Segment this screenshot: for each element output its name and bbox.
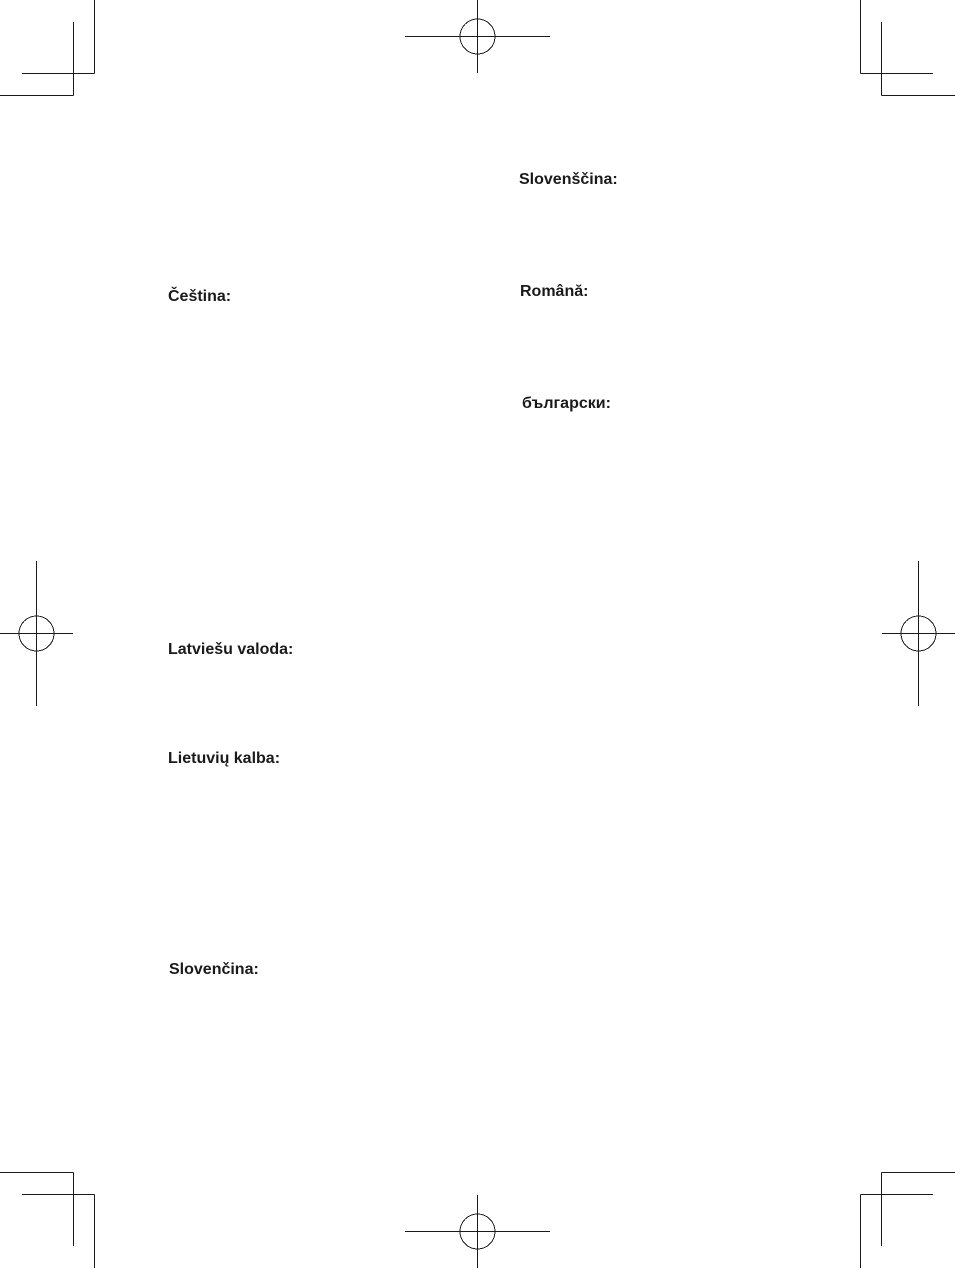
- crop-mark-bottom-right: [861, 1173, 955, 1268]
- crop-mark-bottom-left: [0, 1173, 95, 1268]
- registration-mark-bottom: [405, 1195, 550, 1268]
- language-heading-slovenian: Slovenščina:: [519, 171, 618, 188]
- language-heading-lithuanian: Lietuvių kalba:: [168, 750, 281, 767]
- registration-mark-top: [405, 0, 550, 73]
- language-heading-czech: Čeština:: [168, 288, 232, 305]
- language-heading-latvian: Latviešu valoda:: [168, 641, 294, 658]
- crop-mark-top-right: [861, 0, 955, 96]
- language-heading-romanian: Română:: [520, 283, 589, 300]
- registration-mark-left: [0, 561, 73, 706]
- crop-mark-top-left: [0, 0, 95, 96]
- language-heading-bulgarian: български:: [522, 395, 611, 412]
- language-heading-slovak: Slovenčina:: [169, 961, 259, 978]
- registration-mark-right: [882, 561, 955, 706]
